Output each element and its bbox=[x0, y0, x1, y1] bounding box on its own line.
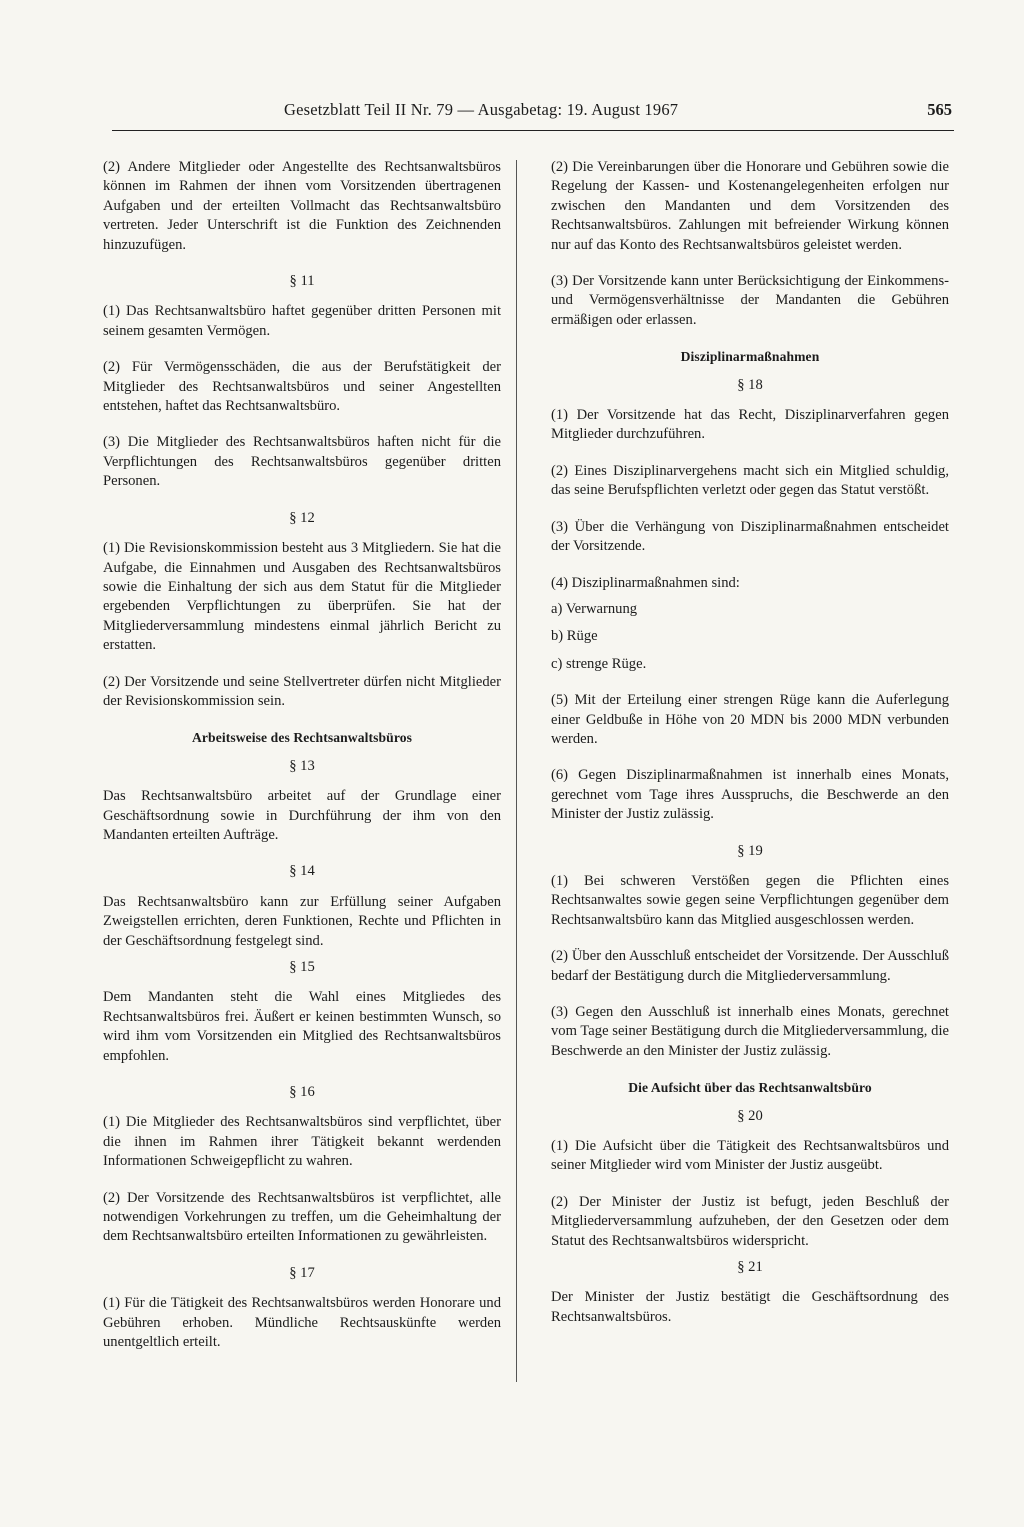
header-rule bbox=[112, 130, 954, 131]
heading-aufsicht: Die Aufsicht über das Rechtsanwaltsbüro bbox=[628, 1080, 872, 1096]
paragraph-11-1: (1) Das Rechtsanwaltsbüro haftet gegenüber dritten Personen mit seinem gesamten Vermögen. bbox=[103, 303, 501, 339]
paragraph-19-1: (1) Bei schweren Verstößen gegen die Pflichten eines Rechtsanwaltes sowie gegen seine Verpflichtungen gegenüber dem Rechtsanwaltsbüro kann das Mitglied ausgeschlossen werden. bbox=[551, 872, 949, 928]
page-number: 565 bbox=[927, 100, 952, 119]
paragraph-18-1: (1) Der Vorsitzende hat das Recht, Disziplinarverfahren gegen Mitglieder durchzuführen. bbox=[551, 407, 949, 443]
section-14-heading: § 14 bbox=[289, 863, 315, 880]
section-21-heading: § 21 bbox=[737, 1259, 763, 1276]
paragraph-19-3: (3) Gegen den Ausschluß ist innerhalb eines Monats, gerechnet vom Tage seiner Bestätigung durch die Mitgliederversammlung, die Beschwerde an den Minister der Justiz zulässig. bbox=[551, 1004, 949, 1059]
section-15-heading: § 15 bbox=[289, 959, 315, 975]
paragraph-18-3: (3) Über die Verhängung von Disziplinarmaßnahmen entscheidet der Vorsitzende. bbox=[551, 518, 949, 555]
list-item-c: c) strenge Rüge. bbox=[551, 655, 647, 672]
paragraph-17-2: (2) Die Vereinbarungen über die Honorare und Gebühren sowie die Regelung der Kassen- und Kostenangelegenheiten erfolgen nur zwischen den Mandanten und dem Vorsitzenden des Rechtsanwaltsbüros. Zahlungen mit befreiender Wirkung können nur auf das Konto des Rechtsanwaltsbüros geleistet werden. bbox=[551, 159, 949, 253]
paragraph-11-3: (3) Die Mitglieder des Rechtsanwaltsbüros haften nicht für die Verpflichtungen des Rechtsanwaltsbüros gegenüber dritten Personen. bbox=[103, 434, 501, 490]
list-item-b: b) Rüge bbox=[551, 628, 598, 645]
section-20-heading: § 20 bbox=[737, 1107, 763, 1124]
section-13-heading: § 13 bbox=[289, 757, 315, 774]
header-title: Gesetzblatt Teil II Nr. 79 — Ausgabetag: 19. August 1967 bbox=[284, 100, 679, 119]
paragraph-14: Das Rechtsanwaltsbüro kann zur Erfüllung seiner Aufgaben Zweigstellen errichten, deren Funktionen, Rechte und Pflichten in der Geschäftsordnung festgelegt sind. bbox=[103, 893, 501, 949]
paragraph-20-1: (1) Die Aufsicht über die Tätigkeit des Rechtsanwaltsbüros und seiner Mitglieder wird vom Minister der Justiz ausgeübt. bbox=[551, 1138, 949, 1174]
paragraph-10-2: (2) Andere Mitglieder oder Angestellte des Rechtsanwaltsbüros können im Rahmen der ihnen vom Vorsitzenden übertragenen Aufgaben und der erteilten Vollmacht das Rechtsanwaltsbüro vertreten. Jeder Unterschrift ist die Funktion des Zeichnenden hinzuzufügen. bbox=[103, 159, 501, 253]
paragraph-16-2: (2) Der Vorsitzende des Rechtsanwaltsbüros ist verpflichtet, alle notwendigen Vorkehrungen zu treffen, um die Geheimhaltung der dem Rechtsanwaltsbüro erteilten Informationen zu gewährleisten. bbox=[103, 1189, 501, 1245]
paragraph-15: Dem Mandanten steht die Wahl eines Mitgliedes des Rechtsanwaltsbüros frei. Äußert er keinen bestimmten Wunsch, so wird ihm vom Vorsitzenden ein Mitglied des Rechtsanwaltsbüros empfohlen. bbox=[103, 989, 501, 1064]
section-12-heading: § 12 bbox=[289, 509, 315, 526]
paragraph-12-2: (2) Der Vorsitzende und seine Stellvertreter dürfen nicht Mitglieder der Revisionskommission sein. bbox=[103, 673, 501, 709]
left-column bbox=[103, 158, 501, 1370]
section-19-heading: § 19 bbox=[737, 842, 763, 859]
paragraph-16-1: (1) Die Mitglieder des Rechtsanwaltsbüros sind verpflichtet, über die ihnen im Rahmen ihrer Tätigkeit bekannt werdenden Informationen Schweigepflicht zu wahren. bbox=[103, 1114, 501, 1170]
paragraph-18-5: (5) Mit der Erteilung einer strengen Rüge kann die Auferlegung einer Geldbuße in Höhe von 20 MDN bis 2000 MDN verbunden werden. bbox=[551, 692, 949, 747]
paragraph-18-4: (4) Disziplinarmaßnahmen sind: bbox=[551, 574, 740, 591]
paragraph-21: Der Minister der Justiz bestätigt die Geschäftsordnung des Rechtsanwaltsbüros. bbox=[551, 1289, 949, 1325]
section-17-heading: § 17 bbox=[289, 1264, 315, 1281]
heading-arbeitsweise: Arbeitsweise des Rechtsanwaltsbüros bbox=[192, 730, 412, 746]
section-16-heading: § 16 bbox=[289, 1084, 315, 1101]
section-11-heading: § 11 bbox=[289, 273, 315, 290]
paragraph-20-2: (2) Der Minister der Justiz ist befugt, jeden Beschluß der Mitgliederversammlung aufzuheben, der den Gesetzen oder dem Statut des Rechtsanwaltsbüros widerspricht. bbox=[551, 1193, 949, 1249]
paragraph-17-1: (1) Für die Tätigkeit des Rechtsanwaltsbüros werden Honorare und Gebühren erhoben. Mündliche Rechtsauskünfte werden unentgeltlich erteilt. bbox=[103, 1295, 501, 1351]
paragraph-12-1: (1) Die Revisionskommission besteht aus 3 Mitgliedern. Sie hat die Aufgabe, die Einnahmen und Ausgaben des Rechtsanwaltsbüros sowie die Einhaltung der sich aus dem Statut für die Mitglieder ergebenden Verpflichtungen zu überprüfen. Sie hat der Mitgliederversammlung mindestens einmal jährlich Bericht zu erstatten. bbox=[103, 540, 501, 654]
paragraph-13: Das Rechtsanwaltsbüro arbeitet auf der Grundlage einer Geschäftsordnung sowie in Durchführung der ihm von den Mandanten erteilten Aufträge. bbox=[103, 788, 501, 843]
column-divider bbox=[516, 160, 517, 1382]
paragraph-19-2: (2) Über den Ausschluß entscheidet der Vorsitzende. Der Ausschluß bedarf der Bestätigung durch die Mitgliederversammlung. bbox=[551, 948, 949, 984]
heading-disziplinarmassnahmen: Disziplinarmaßnahmen bbox=[680, 349, 820, 365]
right-column bbox=[551, 158, 949, 1344]
paragraph-11-2: (2) Für Vermögensschäden, die aus der Berufstätigkeit der Mitglieder des Rechtsanwaltsbüros und seiner Angestellten entstehen, haftet das Rechtsanwaltsbüro. bbox=[103, 359, 501, 415]
paragraph-17-3: (3) Der Vorsitzende kann unter Berücksichtigung der Einkommens- und Vermögensverhältnisse der Mandanten die Gebühren ermäßigen oder erlassen. bbox=[551, 273, 949, 328]
paragraph-18-6: (6) Gegen Disziplinarmaßnahmen ist innerhalb eines Monats, gerechnet vom Tage ihres Ausspruchs, die Beschwerde an den Minister der Justiz zulässig. bbox=[551, 767, 949, 823]
list-item-a: a) Verwarnung bbox=[551, 600, 638, 617]
paragraph-18-2: (2) Eines Disziplinarvergehens macht sich ein Mitglied schuldig, das seine Berufspflichten verletzt oder gegen das Statut verstößt. bbox=[551, 462, 949, 499]
page-header bbox=[112, 100, 952, 126]
section-18-heading: § 18 bbox=[737, 376, 763, 393]
